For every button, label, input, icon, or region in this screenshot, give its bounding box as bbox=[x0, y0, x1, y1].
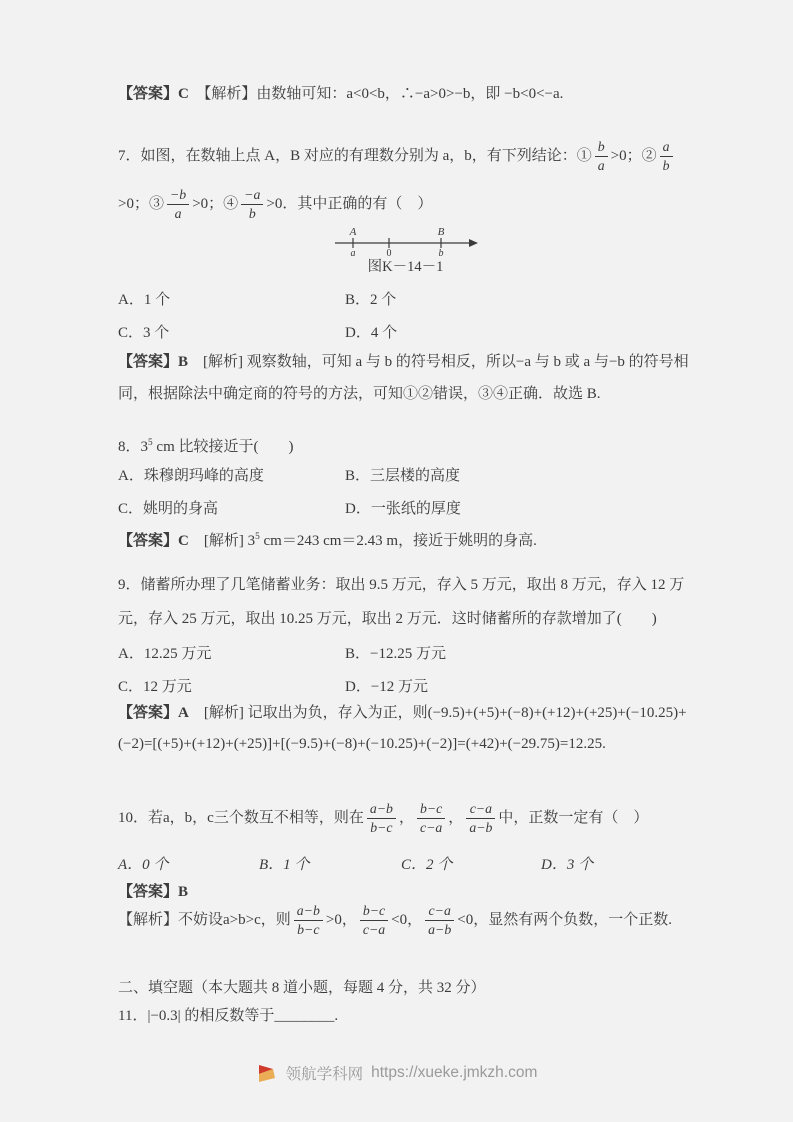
fraction-numerator: a−b bbox=[294, 903, 323, 921]
answer-text: [解析] 观察数轴，可知 a 与 b 的符号相反，所以−a 与 b 或 a 与−b 的符号相同，根据除法中确定商的符号的方法，可知①②错误，③④正确．故选 B. bbox=[118, 354, 689, 402]
option-a: A．12.25 万元 bbox=[118, 646, 212, 662]
fraction-numerator: a−b bbox=[367, 801, 396, 819]
option-c: C．2 个 bbox=[401, 857, 453, 873]
option-d: D．3 个 bbox=[541, 857, 594, 873]
question-8-text bbox=[118, 428, 693, 462]
question-8-options bbox=[118, 460, 693, 526]
site-logo-icon bbox=[256, 1062, 278, 1084]
number-line-figure bbox=[118, 224, 693, 256]
question-text: cm 比较接近于( ) bbox=[152, 439, 294, 455]
point-a-label: A bbox=[349, 226, 356, 238]
question-text: >0；④ bbox=[192, 196, 239, 212]
fraction-denominator: a−b bbox=[469, 820, 493, 836]
fraction bbox=[425, 903, 454, 938]
option-a: A．0 个 bbox=[118, 857, 169, 873]
option-d: D．−12 万元 bbox=[345, 679, 429, 695]
question-text: ， bbox=[448, 810, 464, 826]
value-a-label: a bbox=[350, 248, 355, 256]
section-2-title: 二、填空题（本大题共 8 道小题，每题 4 分，共 32 分） bbox=[118, 980, 486, 996]
site-name: 领航学科网 bbox=[285, 1066, 364, 1083]
analysis-text: 【解析】不妨设a>b>c，则 bbox=[118, 912, 291, 928]
fraction-numerator: b−c bbox=[360, 903, 388, 921]
fraction-numerator: b−c bbox=[417, 801, 445, 819]
option-b: B．三层楼的高度 bbox=[345, 468, 461, 484]
number-line-svg bbox=[331, 224, 481, 256]
question-text: >0；② bbox=[610, 148, 657, 164]
fraction-numerator: b bbox=[595, 139, 608, 157]
answer-label: 【答案】C bbox=[118, 533, 189, 549]
question-text: >0．其中正确的有（ ） bbox=[266, 196, 433, 212]
fraction bbox=[294, 903, 323, 938]
question-text: 10．若a，b，c三个数互不相等，则在 bbox=[118, 810, 364, 826]
answer-8 bbox=[118, 522, 693, 556]
exponent: 5 bbox=[255, 532, 260, 542]
question-text: 中，正数一定有（ ） bbox=[498, 810, 649, 826]
fraction-denominator: b bbox=[662, 158, 670, 174]
analysis-text: >0， bbox=[325, 912, 357, 928]
exponent: 5 bbox=[148, 438, 153, 448]
question-9-text: 9．储蓄所办理了几笔储蓄业务：取出 9.5 万元，存入 5 万元，取出 8 万元，存入 12 万元，存入 25 万元，取出 10.25 万元，取出 2 万元．这时储蓄所的存款增加了( ) bbox=[118, 577, 685, 627]
question-10-text bbox=[118, 796, 693, 840]
question-text: >0；③ bbox=[118, 196, 164, 212]
fraction-denominator: a bbox=[597, 158, 605, 174]
option-c: C．姚明的身高 bbox=[118, 501, 219, 517]
fraction bbox=[660, 139, 673, 174]
answer-text: [解析] 记取出为负，存入为正，则(−9.5)+(+5)+(−8)+(+12)+(+25)+(−10.25)+(−2)=[(+5)+(+12)+(+25)]+[(−9.5)+(−8)+(−10.25)+(−2)]=(+42)+(−29.75)=12.25. bbox=[118, 705, 687, 752]
site-url-link[interactable]: https://xueke.jmkzh.com bbox=[371, 1064, 538, 1081]
question-text: ， bbox=[398, 810, 414, 826]
question-text: 8．3 bbox=[118, 439, 149, 455]
fraction-numerator: a bbox=[660, 139, 673, 157]
site-footer bbox=[0, 1062, 793, 1084]
point-b-label: B bbox=[437, 226, 444, 238]
question-10-options bbox=[118, 850, 693, 880]
fraction bbox=[417, 801, 445, 836]
value-b-label: b bbox=[438, 248, 443, 256]
fraction-denominator: a−b bbox=[428, 922, 452, 938]
fraction-denominator: b−c bbox=[297, 922, 320, 938]
fraction bbox=[167, 187, 189, 222]
fraction bbox=[367, 801, 396, 836]
analysis-text: <0， bbox=[391, 912, 423, 928]
answer-6 bbox=[118, 80, 693, 108]
fraction bbox=[466, 801, 495, 836]
fraction bbox=[360, 903, 388, 938]
answer-label: 【答案】B bbox=[118, 354, 189, 370]
fraction-denominator: a bbox=[174, 206, 182, 222]
option-c: C．12 万元 bbox=[118, 679, 192, 695]
axis-arrowhead bbox=[469, 239, 478, 247]
option-a: A．珠穆朗玛峰的高度 bbox=[118, 468, 264, 484]
answer-text: cm＝243 cm＝2.43 m，接近于姚明的身高. bbox=[259, 533, 537, 549]
question-9-options bbox=[118, 638, 693, 704]
zero-label: 0 bbox=[386, 248, 391, 256]
analysis-text: <0，显然有两个负数，一个正数. bbox=[457, 912, 672, 928]
fraction-denominator: c−a bbox=[419, 820, 443, 836]
fraction-denominator: b bbox=[248, 206, 256, 222]
answer-7 bbox=[118, 346, 693, 410]
option-d: D．一张纸的厚度 bbox=[345, 501, 461, 517]
option-b: B．−12.25 万元 bbox=[345, 646, 446, 662]
question-7-text bbox=[118, 132, 693, 228]
option-d: D．4 个 bbox=[345, 325, 398, 341]
fraction-numerator: c−a bbox=[466, 801, 495, 819]
answer-text: 【解析】由数轴可知：a<0<b，∴−a>0>−b，即 −b<0<−a. bbox=[188, 86, 564, 102]
fraction-denominator: c−a bbox=[362, 922, 386, 938]
fraction-numerator: −b bbox=[167, 187, 189, 205]
analysis-10 bbox=[118, 898, 693, 942]
fraction-denominator: b−c bbox=[370, 820, 393, 836]
option-a: A．1 个 bbox=[118, 292, 171, 308]
option-c: C．3 个 bbox=[118, 325, 170, 341]
answer-text: [解析] 3 bbox=[188, 533, 256, 549]
answer-label: 【答案】C bbox=[118, 86, 189, 102]
option-b: B．2 个 bbox=[345, 292, 397, 308]
figure-caption: 图K－14－1 bbox=[367, 259, 444, 275]
question-7-options bbox=[118, 284, 693, 350]
option-b: B．1 个 bbox=[259, 857, 310, 873]
fraction-numerator: −a bbox=[241, 187, 263, 205]
question-text: 7．如图，在数轴上点 A，B 对应的有理数分别为 a，b，有下列结论：① bbox=[118, 148, 592, 164]
question-11-text: 11．|−0.3| 的相反数等于________. bbox=[118, 1008, 339, 1024]
fraction bbox=[595, 139, 608, 174]
answer-label: 【答案】A bbox=[118, 705, 189, 721]
answer-label: 【答案】B bbox=[118, 884, 189, 900]
fraction-numerator: c−a bbox=[425, 903, 454, 921]
answer-9 bbox=[118, 698, 693, 760]
fraction bbox=[241, 187, 263, 222]
